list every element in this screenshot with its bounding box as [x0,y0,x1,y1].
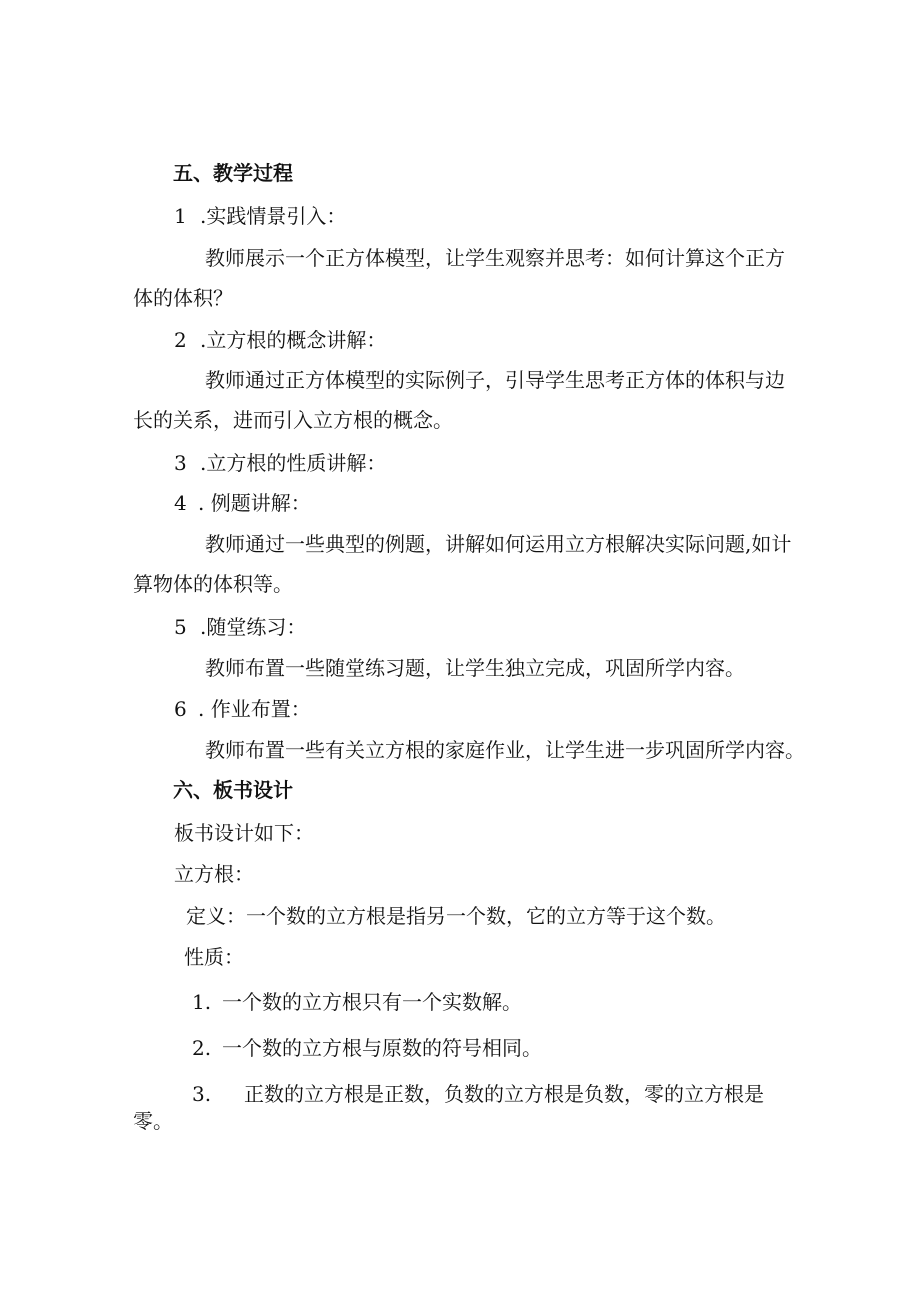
paragraph-line: 长的关系，进而引入立方根的概念。 [133,408,453,432]
board-definition: 定义：一个数的立方根是指另一个数，它的立方等于这个数。 [186,904,726,928]
list-item-number: 2 [174,328,187,352]
property-number: 2. [192,1036,212,1060]
property-number: 3. [192,1082,212,1106]
property-text: 一个数的立方根与原数的符号相同。 [222,1036,542,1060]
property-text: 一个数的立方根只有一个实数解。 [222,990,522,1014]
paragraph-line: 教师布置一些随堂练习题，让学生独立完成，巩固所学内容。 [205,656,745,680]
list-item-label: .随堂练习： [200,615,307,639]
section-heading-board-design: 六、板书设计 [173,778,293,802]
paragraph-line: 体的体积？ [133,286,233,310]
property-item [192,1035,542,1061]
list-item-number: 1 [174,204,187,228]
list-item-number: 3 [174,451,187,475]
property-text-continuation: 零。 [133,1109,173,1133]
paragraph-line: 教师通过正方体模型的实际例子，引导学生思考正方体的体积与边 [205,368,785,392]
property-number: 1. [192,990,212,1014]
paragraph-line: 算物体的体积等。 [133,572,293,596]
list-item-title [174,450,386,476]
property-item [192,989,522,1015]
list-item-number: 6 [174,697,187,721]
section-heading-teaching-process: 五、教学过程 [173,161,293,185]
board-term: 立方根： [174,862,254,886]
list-item-label: . 作业布置： [198,697,311,721]
list-item-label: .实践情景引入： [200,204,347,228]
list-item-title [174,614,306,640]
paragraph-line: 教师通过一些典型的例题，讲解如何运用立方根解决实际问题,如计 [205,532,792,556]
list-item-title [174,696,311,722]
list-item-title [174,327,386,353]
list-item-label: .立方根的概念讲解： [200,328,387,352]
paragraph-line: 教师展示一个正方体模型，让学生观察并思考：如何计算这个正方 [205,246,785,270]
list-item-label: .立方根的性质讲解： [200,451,387,475]
list-item-number: 4 [174,491,187,515]
paragraph-line: 教师布置一些有关立方根的家庭作业，让学生进一步巩固所学内容。 [205,738,805,762]
list-item-number: 5 [174,615,187,639]
list-item-title [174,490,311,516]
property-text: 正数的立方根是正数，负数的立方根是负数，零的立方根是 [244,1082,764,1106]
board-design-intro: 板书设计如下： [174,821,314,845]
list-item-title [174,203,346,229]
board-properties-label: 性质： [184,945,244,969]
list-item-label: . 例题讲解： [198,491,311,515]
property-item [192,1081,764,1107]
